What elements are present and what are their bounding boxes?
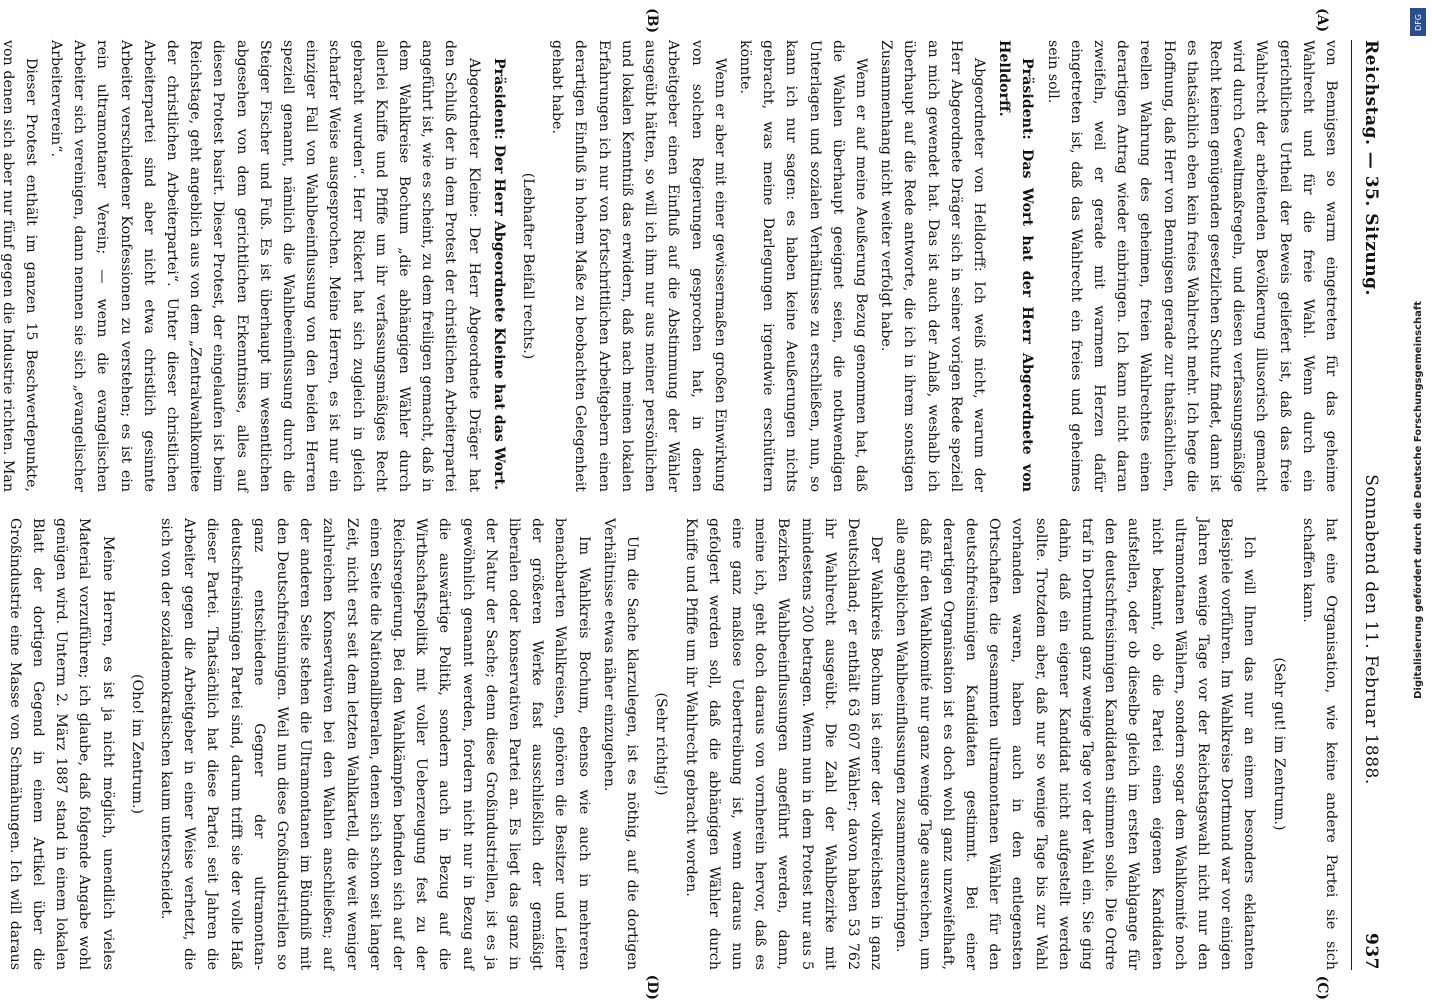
margin-marker-c: (C) <box>1314 975 1330 1000</box>
dfg-logo-text: DFG <box>1413 13 1423 31</box>
column-left <box>0 40 1342 492</box>
paragraph: Dieser Protest enthält im ganzen 15 Beschwerdepunkte, von denen sich aber nur fünf gegen die Industrie richten. Man <box>0 40 39 492</box>
header-date: Sonnabend den 11. Februar 1888. <box>1361 474 1381 785</box>
paragraph: Der Wahlkreis Bochum ist einer der volkreichsten in ganz Deutschland; er enthält 63 607 Wähler; davon haben 53 762 ihr Wahlrecht ausgeübt. Die Zahl der Wahlbezirke mit mindestens 200 betragen. Wenn nun in dem Protest nur aus 5 Bezirken Wahlbeeinflussungen angeführt werden, dann, meine ich, geht doch daraus von vornherein hervor, daß es eine ganz maßlose Uebertreibung ist, wenn daraus nun gefolgert werden soll, daß die abhängigen Wähler durch Kniffe und Pfiffe um ihr Wahlrecht gebracht worden. <box>682 518 885 970</box>
header-rule <box>1351 40 1352 970</box>
column-right <box>6 518 1342 971</box>
digitization-credit <box>1404 0 1432 1000</box>
paragraph: Ich will Ihnen das nur an einem besonders eklatanten Beispiele vorführen. Im Wahlkreise Dortmund war vor einigen Jahren wenige Tage vor der Reichstagswahl nicht nur den ultramontanen Wählern, sondern sogar dem Wahlkomité noch nicht bekannt, ob die Partei einen eigenen Kandidaten aufstellen, oder ob dieselbe gleich im ersten Wahlgange für den deutschfreisinnigen Kandidaten stimmen solle. Die Ordre traf in Dortmund ganz wenige Tage vor der Wahl ein. Sie ging dahin, daß ein eigener Kandidat nicht aufgestellt werden sollte. Trotzdem aber, daß nur so wenige Tage bis zur Wahl vorhanden waren, haben auch in den entlegensten Ortschaften die gesammten ultramontanen Wähler für den deutschfreisinnigen Kandidaten gestimmt. Bei einer derartigen Organisation ist es doch wohl ganz unzweifelhaft, daß für den Wahlkomité nur ganz wenige Tage ausreichen, um alle angeblichen Wahlbeeinflussungen zusammenzubringen. <box>893 518 1258 970</box>
paragraph: Im Wahlkreis Bochum, ebenso wie auch in mehreren benachbarten Wahlkreisen, gehören die Besitzer und Leiter der größeren Werke fast ausschließlich der gemäßigt liberalen oder konservativen Partei an. Es liegt das ganz in der Natur der Sache; denn diese Großindustriellen, ist es ja gewöhnlich genannt werden, fordern nicht nur in Bezug auf die auswärtige Politik, sondern auch in Bezug auf die Wirthschaftspolitik mit voller Ueberzeugung fest zu der Reichsregierung. Bei den Wahlkämpfen befinden sich auf der einen Seite die Nationalliberalen, denen sich schon seit langer Zeit, nicht erst seit dem letzten Wahlkartell, die weit weniger zahlreichen Konservativen bei den Wahlen anschließen; auf der anderen Seite stehen die Ultramontanen im Bündniß mit den Deutschfreisinnigen. Weil nun diese Großindustriellen so ganz entschiedene Gegner der ultramontan-deutschfreisinnigen Partei sind, darum trifft sie der volle Haß dieser Partei. Thatsächlich hat diese Partei seit Jahren die Arbeiter gegen die Arbeitgeber in einer Weise verhetzt, die sich von der sozialdemokratischen kaum unterscheidet. <box>158 518 592 971</box>
text-columns <box>0 40 1342 971</box>
paragraph: Um die Sache klarzulegen, ist es nöthig, auf die dortigen Verhältnisse etwas näher einzugehen. <box>600 518 641 970</box>
interjection: (Oho! im Zentrum.) <box>128 673 145 815</box>
paragraph: Abgeordneter von Helldorff: Ich weiß nicht, warum der Herr Abgeordnete Dräger sich in seiner vorigen Rede speziell an mich gewendet hat. Das ist auch der Anlaß, weshalb ich überhaupt auf die Rede antworte, die ich in ihrem sonstigen Zusammenhang nicht weiter verfolgt habe. <box>878 40 987 492</box>
paragraph: Abgeordneter Kleine: Der Herr Abgeordnete Dräger hat den Schluß der in dem Protest der christlichen Arbeiterpartei angeführt ist, wie es scheint, zu dem freiligen gemacht, daß in dem Wahlkreise Bochum „die abhängigen Wähler durch allerlei Kniffe und Pfiffe um ihr verfassungsmäßiges Recht gebracht wurden“. Herr Rickert hat sich zugleich in gleich scharfer Weise ausgesprochen. Meine Herren, es ist nur ein einziger Fall von Wahlbeeinflussung von den beiden Herren speziell genannt, nämlich die Wahlbeeinflussung durch die Steiger Fischer und Fuß. Es ist überhaupt im wesentlichen abgesehen von dem gerichtlichen Erkenntnisse, alles auf diesen Protest basirt. Dieser Protest, der eingelaufen ist beim Reichstage, geht angeblich aus von dem „Zentralwahlkomitee der christlichen Arbeiterpartei“. Unter dieser christlichen Arbeiterpartei sind aber nicht etwa christlich gesinnte Arbeiter verschiedener Konfessionen zu verstehen; es ist ein rein ultramontaner Verein; — wenn die evangelischen Arbeiter sich vereinigen, dann nennen sie sich „evangelischer Arbeiterverein“. <box>48 40 482 492</box>
page-number: 937 <box>1361 933 1381 970</box>
paragraph: Präsident: Das Wort hat der Herr Abgeordnete von Helldorff. <box>996 40 1036 492</box>
header-session: Reichstag. — 35. Sitzung. <box>1361 40 1381 296</box>
paragraph: Wenn er auf meine Aeußerung Bezug genommen hat, daß die Wahlen überhaupt geeignet seien, die nothwendigen Unterlagen und sozialen Verhältnisse zu erschließen, nun, so kann ich nur sagen: es haben keine Aeußerungen nichts gebracht, was meine Darlegungen irgendwie erschüttern könnte. <box>736 40 869 492</box>
interjection: (Lebhafter Beifall rechts.) <box>520 172 537 360</box>
paragraph: Präsident: Der Herr Abgeordnete Kleine hat das Wort. <box>490 58 507 491</box>
margin-marker-b: (B) <box>644 8 660 34</box>
interjection: (Sehr richtig!) <box>653 692 670 796</box>
paragraph: Wenn er aber mit einer gewissermaßen großen Einwirkung von solchen Regierungen gesprochen hat, in denen Arbeitgeber einen Einfluß auf die Abstimmung der Wähler ausgeübt hätten, so will ich ihm nur aus meiner persönlichen und lokalen Kenntniß das erwidern, daß nach meinen lokalen Erfahrungen ich nur von fortschrittlichen Arbeitgebern einen derartigen Einfluß in hohem Maße zu beobachten Gelegenheit gehabt habe. <box>549 40 728 492</box>
paragraph: Meine Herren, es ist ja nicht möglich, unendlich vieles Material vorzuführen; ich glaube, daß folgende Angabe wohl genügen wird. Unterm 2. März 1887 stand in einem lokalen Blatt der dortigen Gegend in einem Artikel über die Großindustrie eine Masse von Schmähungen. Ich will daraus <box>6 518 116 970</box>
paragraph: hat eine Organisation, wie keine andere Partei sie sich schaffen kann. <box>1299 518 1339 970</box>
paragraph: von Bennigsen so warm eingetreten für das geheime Wahlrecht und für die freie Wahl. Wenn durch ein gerichtliches Urtheil der Beweis geliefert ist, daß das freie Wahlrecht der arbeitenden Bevölkerung illusorisch gemacht wird durch Gewaltmaßregeln, und diesen verfassungsmäßige Recht keinen genügenden gesetzlichen Schutz findet, dann ist es thatsächlich eben kein freies Wahlrecht mehr. Ich hege die Hoffnung, daß Herr von Bennigsen gerade zur thatsächlichen, reellen Wahrung des geheimen, freien Wahlrechtes einen derartigen Antrag wieder einbringen. Ich kann nicht daran zweifeln, weil er gerade mit warmem Herzen dafür eingetreten ist, daß das Wahlrecht ein freies und geheimes sein soll. <box>1044 40 1339 492</box>
interjection: (Sehr gut! im Zentrum.) <box>1270 657 1287 831</box>
page-header <box>1354 40 1388 970</box>
digitization-credit-text: Digitalisierung gefördert durch die Deutsche Forschungsgemeinschaft <box>1412 301 1424 699</box>
margin-marker-a: (A) <box>1314 8 1330 33</box>
margin-marker-d: (D) <box>644 974 660 1000</box>
dfg-logo <box>1410 8 1426 36</box>
